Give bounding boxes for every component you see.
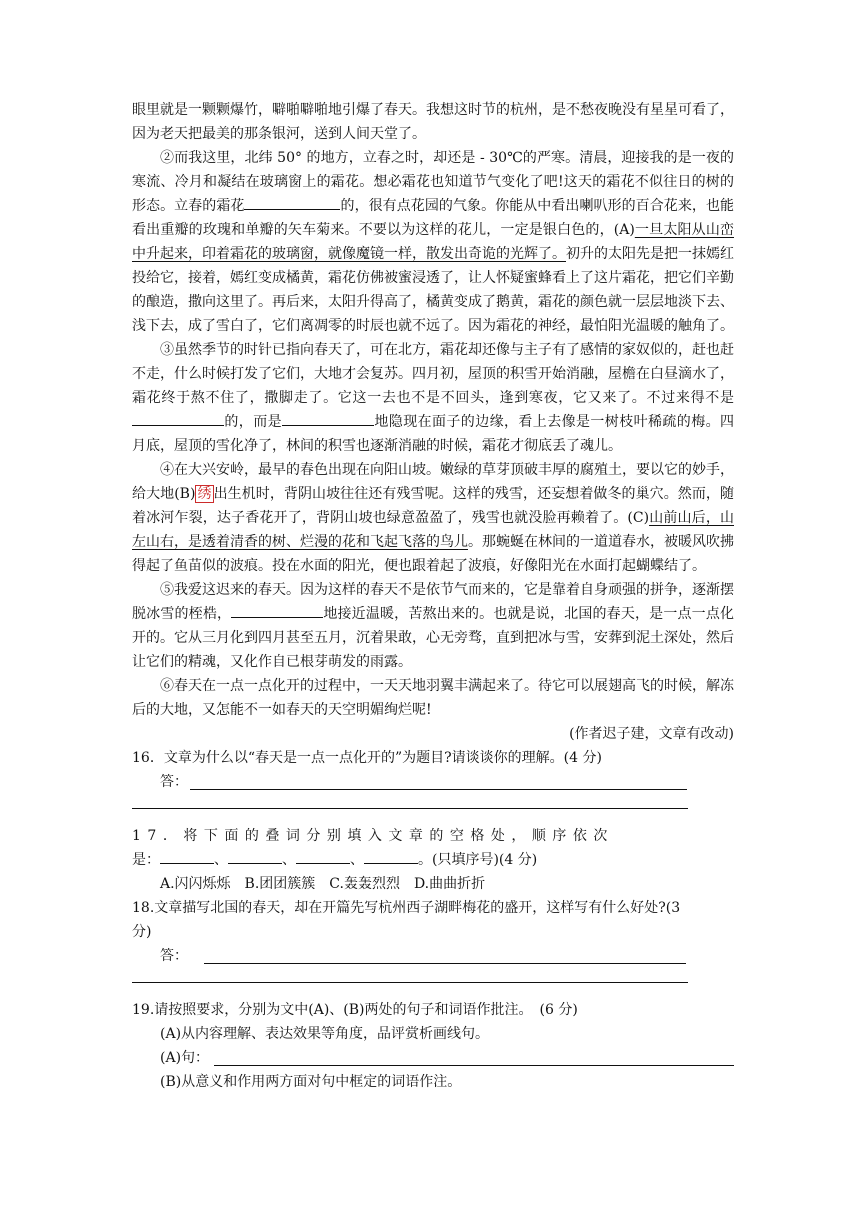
question-19: 19.请按照要求，分别为文中(A)、(B)两处的句子和词语作批注。 (6 分) <box>132 1002 578 1018</box>
q17-blank-4[interactable] <box>364 849 418 864</box>
author-credit: (作者迟子建，文章有改动) <box>569 726 734 742</box>
paragraph-6: ⑥春天在一点一点化开的过程中，一天天地羽翼丰满起来了。待它可以展翅高飞的时候，解冻后的大地，又怎能不一如春天的天空明媚绚烂呢! <box>132 678 734 718</box>
blank-3 <box>282 411 374 426</box>
paragraph-4-part-a: ④在大兴安岭，最早的春色出现在向阳山坡。嫩绿的草芽顶破丰厚的腐殖土，要以它的妙手，给大地(B) <box>132 462 734 502</box>
question-18-answer-row <box>132 944 734 968</box>
question-17-options: A.闪闪烁烁 B.团团簇簇 C.轰轰烈烈 D.曲曲折折 <box>160 876 486 892</box>
boxed-word-b: 绣 <box>197 486 212 502</box>
question-19-a: (A)从内容理解、表达效果等角度，品评赏析画线句。 <box>160 1026 490 1042</box>
paragraph-2-part-c: 初升的太阳先是把一抹嫣红投给它，接着，嫣红变成橘黄，霜花仿佛被蜜浸透了，让人怀疑蜜蜂看上了这片霜花，把它们辛勤的酿造，撒向这里了。再后来，太阳升得高了，橘黄变成了鹅黄，霜花的颜色就一层层地淡下去、浅下去，成了雪白了，它们离凋零的时辰也就不远了。因为霜花的神经，最怕阳光温暖的触角了。 <box>132 246 734 334</box>
q17-blank-2[interactable] <box>228 849 282 864</box>
q17-sep-2: 、 <box>282 852 296 868</box>
question-16-answer-row <box>132 770 734 794</box>
question-17-suffix: 。(只填序号)(4 分) <box>418 852 538 868</box>
q17-sep-3: 、 <box>350 852 364 868</box>
question-17: 17．将下面的叠词分别填入文章的空格处，顺序依次 <box>132 828 614 844</box>
paragraph-4-part-b: 出生机时，背阴山坡往往还有残雪呢。这样的残雪，还妄想着做冬的巢穴。然而，随着冰河乍裂，达子香花开了，背阴山坡也绿意盈盈了，残雪也就没脸再赖着了。(C) <box>132 486 735 526</box>
answer-line-16a[interactable] <box>190 789 687 790</box>
paragraph-5 <box>132 578 734 674</box>
answer-label: 答： <box>160 774 188 790</box>
paragraph-5-part-a: ⑤我爱这迟来的春天。因为这样的春天不是依节气而来的，它是靠着自身顽强的拼争，逐渐摆脱冰雪的桎梏， <box>132 582 734 622</box>
answer-line-18a[interactable] <box>204 963 686 964</box>
paragraph-4 <box>132 458 734 578</box>
question-17-blanks <box>132 848 734 872</box>
answer-line-19a[interactable] <box>214 1065 734 1066</box>
question-17-prefix: 是： <box>132 852 160 868</box>
underlined-sentence-a: 一旦太阳从山峦中升起来，印着霜花的玻璃窗，就像魔镜一样，散发出奇诡的光辉了。 <box>132 222 734 262</box>
underlined-sentence-c: 山前山后，山左山右，是透着清香的树、烂漫的花和飞起飞落的鸟儿 <box>132 510 734 550</box>
paragraph-3-part-c: 地隐现在面子的边缘，看上去像是一树枝叶稀疏的梅。四月底，屋顶的雪化净了，林间的积雪也逐渐消融的时候，霜花才彻底丢了魂儿。 <box>132 414 734 454</box>
paragraph-4-part-c: 。那蜿蜒在林间的一道道春水，被暖风吹拂得起了鱼苗似的波痕。投在水面的阳光，便也跟着起了波痕，好像阳光在水面打起蝴蝶结了。 <box>132 534 734 574</box>
answer-line-16b[interactable] <box>132 808 688 809</box>
blank-2 <box>132 411 224 426</box>
question-18-cont: 分) <box>132 924 152 940</box>
question-19-b: (B)从意义和作用两方面对句中框定的词语作注。 <box>160 1074 462 1090</box>
question-19-a-answer-row <box>132 1046 734 1070</box>
paragraph-2-part-b: 的，很有点花园的气象。你能从中看出喇叭形的百合花来，也能看出重瓣的玫瑰和单瓣的矢车菊来。不要以为这样的花儿，一定是银白色的，(A) <box>132 198 735 238</box>
reading-passage <box>132 98 734 1094</box>
question-16-answer-row-2 <box>132 794 734 818</box>
question-16: 16．文章为什么以“春天是一点一点化开的”为题目?请谈谈你的理解。(4 分) <box>132 750 602 766</box>
q17-blank-3[interactable] <box>296 849 350 864</box>
paragraph-2 <box>132 146 734 338</box>
paragraph-1-continued: 眼里就是一颗颗爆竹，噼啪噼啪地引爆了春天。我想这时节的杭州，是不愁夜晚没有星星可看了，因为老天把最美的那条银河，送到人间天堂了。 <box>132 102 734 142</box>
question-18: 18.文章描写北国的春天，却在开篇先写杭州西子湖畔梅花的盛开，这样写有什么好处?(3 <box>132 900 681 916</box>
paragraph-3-part-a: ③虽然季节的时针已指向春天了，可在北方，霜花却还像与主子有了感情的家奴似的，赶也赶不走，什么时候打发了它们，大地才会复苏。四月初，屋顶的积雪开始消融，屋檐在白昼滴水了，霜花终于熬不住了，撒脚走了。它这一去也不是不回头，逢到寒夜，它又来了。不过来得不是 <box>132 342 734 406</box>
paragraph-3 <box>132 338 734 458</box>
paragraph-2-part-a: ②而我这里，北纬 50° 的地方，立春之时，却还是 - 30℃的严寒。清晨，迎接我的是一夜的寒流、冷月和凝结在玻璃窗上的霜花。想必霜花也知道节气变化了吧!这天的霜花不似往日的树的形态。立春的霜花 <box>132 150 734 214</box>
question-18-answer-row-2 <box>132 968 734 992</box>
blank-1 <box>244 195 340 210</box>
paragraph-3-part-b: 的，而是 <box>224 414 282 430</box>
q19-a-label: (A)句： <box>160 1050 210 1066</box>
q17-sep-1: 、 <box>214 852 228 868</box>
answer-line-18b[interactable] <box>132 982 688 983</box>
blank-4 <box>231 603 323 618</box>
q17-blank-1[interactable] <box>160 849 214 864</box>
answer-label-18: 答： <box>160 948 188 964</box>
paragraph-5-part-b: 地接近温暖，苦熬出来的。也就是说，北国的春天，是一点一点化开的。它从三月化到四月甚至五月，沉着果敢，心无旁骛，直到把冰与雪，安葬到泥土深处，然后让它们的精魂，又化作自已根芽萌发的雨露。 <box>132 606 735 670</box>
